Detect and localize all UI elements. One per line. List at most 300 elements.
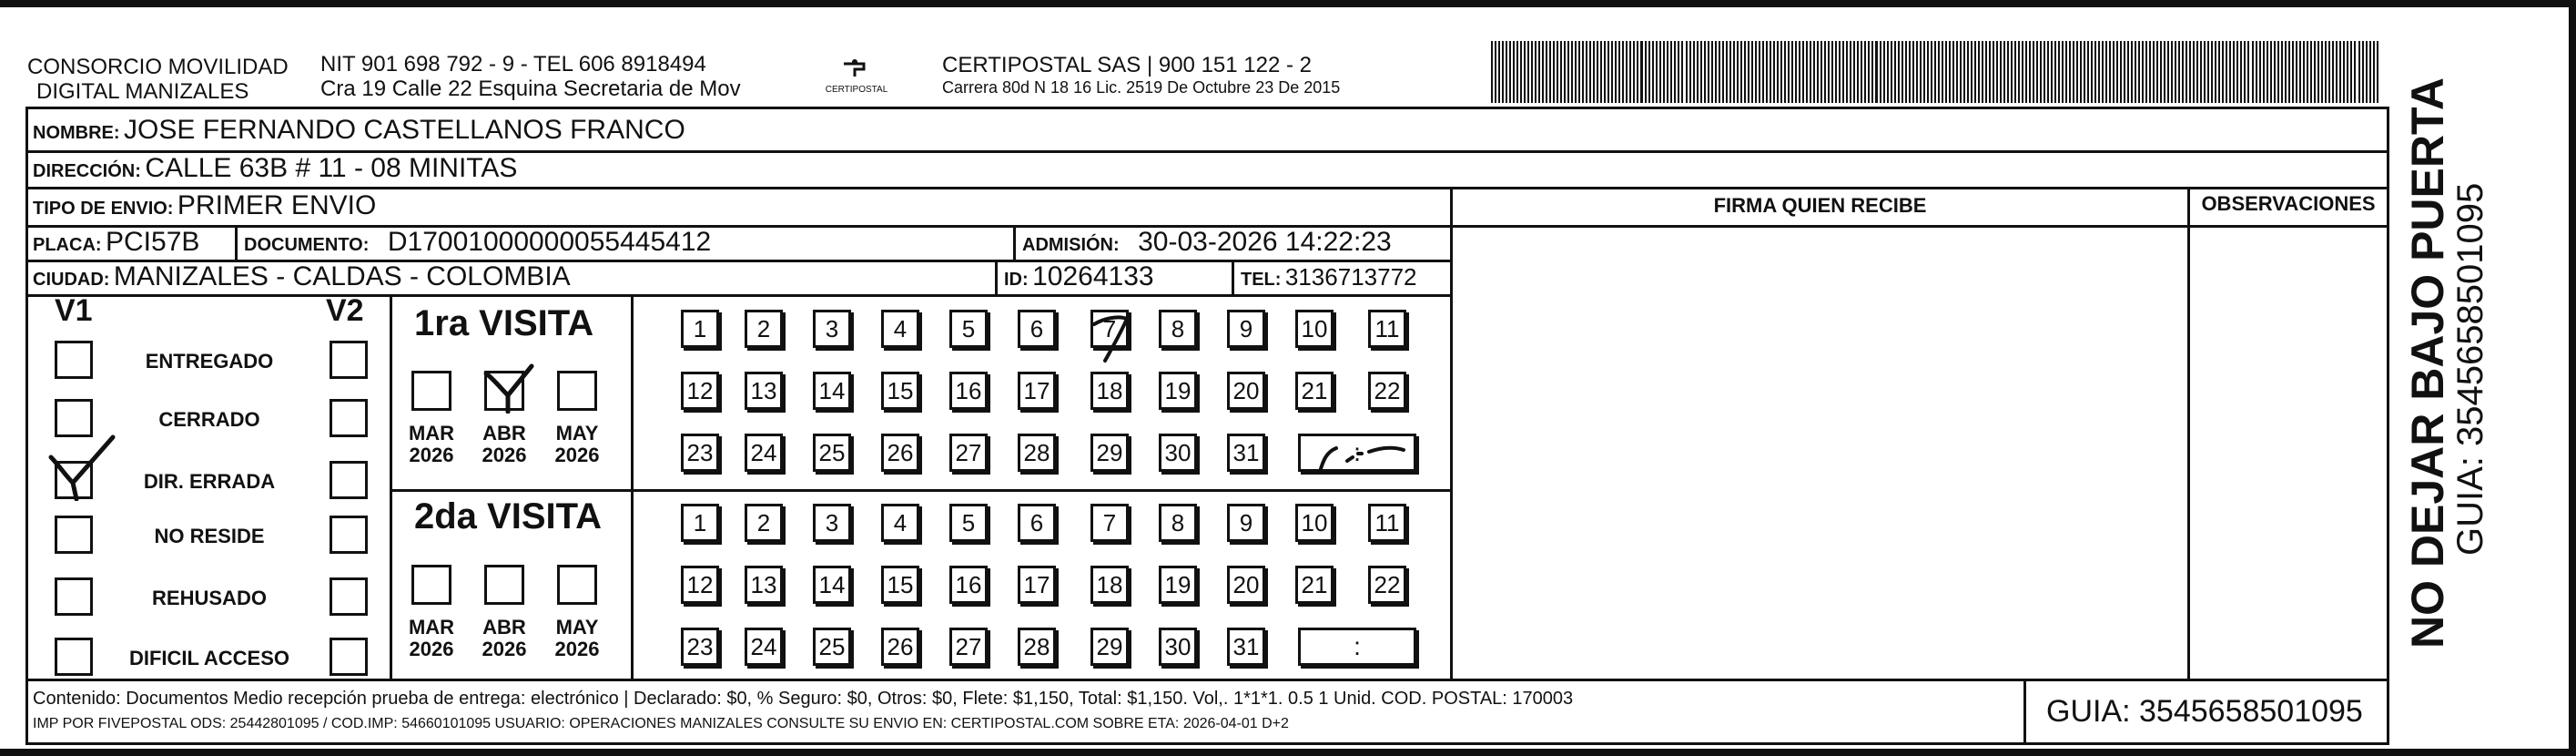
barcode-bar [1693,41,1695,103]
certipostal-logo [824,55,889,102]
status-label: CERRADO [158,408,260,431]
time-box[interactable]: : [1298,434,1416,472]
day-box[interactable]: 17 [1018,566,1056,604]
barcode-bar [2076,41,2078,103]
barcode-bar [1920,41,1922,103]
barcode-bar [1846,41,1848,103]
barcode-bar [2182,41,2184,103]
month-year: 2026 [409,444,454,466]
barcode-bar [1498,41,1500,103]
barcode-bar [1762,41,1764,103]
barcode-bar [2018,41,2020,103]
barcode-bar [2127,41,2129,103]
barcode-bar [1495,41,1496,103]
barcode-bar [2373,41,2375,103]
day-box[interactable]: 25 [813,628,851,666]
barcode-bar [2189,41,2191,103]
month-label [550,423,604,466]
barcode-bar [1960,41,1962,103]
barcode-bar [1656,41,1658,103]
barcode-bar [1871,41,1873,103]
barcode-bar [2296,41,2297,103]
barcode-bar [1622,41,1624,103]
barcode-bar [1942,41,1943,103]
day-box[interactable]: 8 [1159,310,1197,348]
logo-icon [838,55,875,80]
day-box[interactable]: 7 [1090,310,1129,348]
month-name: MAR [408,616,455,639]
day-box[interactable]: 20 [1227,372,1265,410]
day-box[interactable]: 14 [813,566,851,604]
barcode-bar [1952,41,1954,103]
day-box[interactable]: 12 [681,372,719,410]
barcode-bar [2087,41,2089,103]
barcode-bar [1850,41,1851,103]
placa-label: PLACA: [33,235,102,255]
barcode-bar [1978,41,1980,103]
barcode-bar [1945,41,1947,103]
barcode-bar [1923,41,1925,103]
month-checkbox[interactable] [484,565,524,605]
barcode-bar [1931,41,1932,103]
barcode-bar [2156,41,2158,103]
barcode-bar [2215,41,2216,103]
barcode-bar [1766,41,1768,103]
day-box[interactable]: 30 [1159,434,1197,472]
barcode-bar [1681,41,1683,103]
check-mark-dir-errada [46,430,118,501]
barcode-bar [2022,41,2023,103]
day-box[interactable]: 31 [1227,434,1265,472]
barcode-bar [1615,41,1617,103]
day-box[interactable]: 18 [1090,566,1129,604]
barcode-bar [2207,41,2209,103]
day-box[interactable]: 29 [1090,628,1129,666]
day-box[interactable]: 15 [881,372,919,410]
barcode-bar [1938,41,1940,103]
barcode-bar [2051,41,2053,103]
barcode-bar [1985,41,1987,103]
barcode-bar [1971,41,1973,103]
day-box[interactable]: 3 [813,504,851,542]
barcode-bar [1538,41,1540,103]
day-box[interactable]: 24 [745,434,783,472]
barcode-bar [1640,41,1643,103]
barcode-bar [1880,41,1881,103]
barcode-bar [2288,41,2290,103]
barcode-bar [1711,41,1713,103]
day-box[interactable]: 1 [681,310,719,348]
day-box[interactable]: 17 [1018,372,1056,410]
day-box[interactable]: 28 [1018,628,1056,666]
barcode-bar [1593,41,1595,103]
barcode-bar [2014,41,2016,103]
day-box[interactable]: 21 [1295,566,1334,604]
barcode-bar [1567,41,1569,103]
barcode-bar [2350,41,2352,103]
barcode-bar [2011,41,2013,103]
rule [1232,260,1234,294]
barcode-bar [2113,41,2115,103]
v2-checkbox[interactable] [330,638,368,676]
barcode-bar [1996,41,1998,103]
barcode-bar [1744,41,1746,103]
v1-checkbox[interactable] [55,577,93,616]
barcode-bar [1820,41,1822,103]
barcode-bar [2193,41,2195,103]
first-visit-title: 1ra VISITA [414,303,594,343]
barcode-bar [2171,41,2173,103]
barcode-bar [1963,41,1965,103]
day-box[interactable]: 13 [745,566,783,604]
barcode-bar [1516,41,1518,103]
barcode-bar [2124,41,2125,103]
barcode-bar [2317,41,2319,103]
barcode-bar [1891,41,1892,103]
barcode-bar [2044,41,2045,103]
day-box[interactable]: 11 [1368,504,1406,542]
v2-checkbox[interactable] [330,577,368,616]
barcode-bar [2377,41,2378,103]
barcode-bar [2196,41,2198,103]
barcode-bar [1868,41,1870,103]
barcode-bar [1618,41,1620,103]
v1-checkbox[interactable] [55,638,93,676]
barcode-bar [1927,41,1929,103]
barcode-bar [2292,41,2294,103]
barcode-bar [1513,41,1515,103]
id-label: ID: [1004,270,1029,290]
v2-header: V2 [326,293,364,328]
barcode-bar [2244,41,2246,103]
barcode-bar [1659,41,1661,103]
day-box[interactable]: 12 [681,566,719,604]
barcode-bar [1700,41,1702,103]
barcode-bar [1670,41,1672,103]
barcode-bar [2142,41,2144,103]
firma-header: FIRMA QUIEN RECIBE [1713,194,1927,217]
direccion-row [33,153,517,184]
barcode-bar [2252,41,2254,103]
barcode-bar [1791,41,1793,103]
barcode-bar [1853,41,1855,103]
day-box[interactable]: 1 [681,504,719,542]
day-box[interactable]: 25 [813,434,851,472]
barcode-bar [1531,41,1533,103]
rule [2023,679,2026,745]
v1-checkbox[interactable] [55,516,93,554]
barcode-bar [1857,41,1859,103]
day-box[interactable]: 9 [1227,504,1265,542]
barcode-bar [1648,41,1650,103]
barcode-bar [1582,41,1584,103]
nombre-label: NOMBRE: [33,123,120,143]
barcode-bar [1697,41,1699,103]
barcode-bar [1527,41,1529,103]
barcode-bar [2149,41,2151,103]
day-box[interactable]: 2 [745,310,783,348]
rule [25,679,2389,681]
v2-checkbox[interactable] [330,341,368,379]
day-box[interactable]: 31 [1227,628,1265,666]
status-label: REHUSADO [152,587,267,609]
day-box[interactable]: 4 [881,310,919,348]
barcode-bar [1652,41,1654,103]
ciudad-label: CIUDAD: [33,270,110,290]
barcode-bar [1564,41,1566,103]
barcode-bar [2175,41,2176,103]
day-box[interactable]: 5 [949,310,988,348]
status-label: DIR. ERRADA [143,470,276,493]
barcode-bar [1629,41,1631,103]
barcode-bar [1905,41,1907,103]
month-checkbox[interactable] [411,565,451,605]
day-box[interactable]: 26 [881,434,919,472]
barcode-bar [1633,41,1635,103]
barcode-bar [1795,41,1797,103]
status-label: NO RESIDE [154,525,265,547]
time-box[interactable]: : [1298,628,1416,666]
day-box[interactable]: 7 [1090,504,1129,542]
barcode-bar [2247,41,2249,103]
barcode-bar [2145,41,2147,103]
day-box[interactable]: 18 [1090,372,1129,410]
rule [25,187,2389,189]
barcode-bar [1586,41,1587,103]
month-checkbox[interactable] [411,371,451,411]
barcode-bar [1740,41,1742,103]
day-box[interactable]: 24 [745,628,783,666]
v2-checkbox[interactable] [330,399,368,437]
barcode-bar [2116,41,2118,103]
day-box[interactable]: 22 [1368,566,1406,604]
barcode-bar [1748,41,1749,103]
barcode-bar [2186,41,2187,103]
day-box[interactable]: 23 [681,434,719,472]
month-year: 2026 [409,638,454,660]
courier-line-2: Carrera 80d N 18 16 Lic. 2519 De Octubre 23 De 2015 [942,78,1341,97]
barcode-bar [2003,41,2005,103]
day-box[interactable]: 27 [949,628,988,666]
day-box[interactable]: 22 [1368,372,1406,410]
barcode-bar [1667,41,1668,103]
barcode-bar [1982,41,1983,103]
day-box[interactable]: 5 [949,504,988,542]
day-box[interactable]: 4 [881,504,919,542]
day-box[interactable]: 21 [1295,372,1334,410]
logo-caption: CERTIPOSTAL [825,85,888,95]
barcode-bar [1678,41,1679,103]
barcode-bar [2084,41,2085,103]
day-box[interactable]: 19 [1159,566,1197,604]
barcode-bar [1974,41,1976,103]
day-box[interactable]: 13 [745,372,783,410]
barcode-bar [1773,41,1775,103]
barcode-bar [2281,41,2283,103]
barcode-bar [2354,41,2356,103]
day-box[interactable]: 14 [813,372,851,410]
barcode-bar [1553,41,1555,103]
barcode-bar [2222,41,2224,103]
month-year: 2026 [482,638,527,660]
barcode-bar [2307,41,2308,103]
barcode-bar [2080,41,2082,103]
barcode-bar [1902,41,1903,103]
direccion-label: DIRECCIÓN: [33,161,141,181]
barcode-bar [1989,41,1991,103]
barcode-bar [2343,41,2345,103]
barcode-bar [2000,41,2002,103]
barcode-bar [1637,41,1638,103]
barcode-bar [2274,41,2276,103]
barcode-bar [2310,41,2312,103]
barcode-bar [2240,41,2242,103]
barcode-bar [2328,41,2330,103]
barcode-bar [2263,41,2265,103]
month-name: ABR [482,616,526,639]
barcode-bar [2033,41,2034,103]
month-label [404,617,459,660]
side-warning: NO DEJAR BAJO PUERTA [2402,77,2453,649]
month-name: MAR [408,422,455,444]
barcode-bar [1722,41,1724,103]
day-box[interactable]: 6 [1018,310,1056,348]
day-box[interactable]: 27 [949,434,988,472]
v2-checkbox[interactable] [330,516,368,554]
day-box[interactable]: 11 [1368,310,1406,348]
check-mark-abr [481,363,539,414]
barcode-bar [2178,41,2180,103]
day-box[interactable]: 20 [1227,566,1265,604]
barcode-bar [1737,41,1739,103]
barcode-bar [1813,41,1815,103]
day-box[interactable]: 28 [1018,434,1056,472]
barcode-bar [2036,41,2038,103]
barcode-bar [1607,41,1609,103]
barcode-bar [2270,41,2272,103]
barcode-bar [1949,41,1951,103]
tipo-envio-row [33,190,376,221]
barcode-bar [1967,41,1969,103]
barcode-bar [1729,41,1731,103]
tel-field [1241,263,1417,291]
ciudad-value: MANIZALES - CALDAS - COLOMBIA [113,261,571,291]
barcode-bar [1828,41,1830,103]
id-value: 10264133 [1032,261,1154,291]
barcode-bar [2226,41,2227,103]
barcode-bar [1887,41,1889,103]
barcode-bar [1875,41,1878,103]
barcode-bar [1491,41,1493,103]
barcode-bar [2153,41,2155,103]
tipo-envio-label: TIPO DE ENVIO: [33,199,174,219]
day-box[interactable]: 15 [881,566,919,604]
documento-label: DOCUMENTO: [244,235,370,255]
month-checkbox[interactable] [557,565,597,605]
v2-checkbox[interactable] [330,461,368,499]
rule [631,294,634,679]
id-field [1004,261,1154,292]
month-label [477,617,532,660]
barcode-bar [1835,41,1837,103]
barcode-bar [2105,41,2107,103]
barcode-bar [2102,41,2104,103]
barcode-bar [1956,41,1958,103]
barcode-bar [2325,41,2327,103]
day-box[interactable]: 26 [881,628,919,666]
admision-field [1022,227,1392,258]
nombre-value: JOSE FERNANDO CASTELLANOS FRANCO [124,115,685,145]
barcode-bar [1663,41,1665,103]
day-box[interactable]: 23 [681,628,719,666]
company-line-2: DIGITAL MANIZALES [36,79,249,104]
barcode-bar [2069,41,2071,103]
day-box[interactable]: 30 [1159,628,1197,666]
day-box[interactable]: 19 [1159,372,1197,410]
barcode-bar [1770,41,1771,103]
barcode-bar [2332,41,2334,103]
day-box[interactable]: 8 [1159,504,1197,542]
barcode-bar [2339,41,2341,103]
barcode-bar [2218,41,2220,103]
barcode-bar [1689,41,1691,103]
day-box[interactable]: 6 [1018,504,1056,542]
barcode-bar [1719,41,1720,103]
day-box[interactable]: 10 [1295,504,1334,542]
barcode-bar [1506,41,1507,103]
barcode-bar [1817,41,1819,103]
barcode-bar [2200,41,2202,103]
footer-imp: IMP POR FIVEPOSTAL ODS: 25442801095 / COD.IMP: 54660101095 USUARIO: OPERACIONES MANIZALES CONSULTE SU ENVIO EN: CERTIPOSTAL.COM SOBRE ETA: 2026-04-01 D+2 [33,716,1289,731]
month-name: ABR [482,422,526,444]
barcode-bar [2233,41,2235,103]
barcode-bar [2091,41,2093,103]
barcode-bar [2029,41,2031,103]
second-visit-title: 2da VISITA [414,496,602,536]
barcode-bar [1546,41,1547,103]
day-box[interactable]: 10 [1295,310,1334,348]
barcode-bar [2336,41,2338,103]
rule [1450,187,1453,679]
barcode-bar [1810,41,1811,103]
barcode-bar [2058,41,2060,103]
barcode-bar [2098,41,2100,103]
barcode-bar [1839,41,1841,103]
direccion-value: CALLE 63B # 11 - 08 MINITAS [145,153,518,183]
ciudad-field [33,261,571,292]
month-label [404,423,459,466]
day-box[interactable]: 16 [949,372,988,410]
barcode-bar [1842,41,1844,103]
day-box[interactable]: 29 [1090,434,1129,472]
placa-field [33,227,199,258]
day-box[interactable]: 16 [949,566,988,604]
barcode-bar [1898,41,1900,103]
barcode-bar [2321,41,2323,103]
day-box[interactable]: 9 [1227,310,1265,348]
bottom-edge [0,749,2576,756]
rule [390,294,392,679]
barcode-bar [2285,41,2287,103]
day-box[interactable]: 3 [813,310,851,348]
admision-label: ADMISIÓN: [1022,235,1120,255]
barcode-bar [1788,41,1790,103]
day-box[interactable]: 2 [745,504,783,542]
month-checkbox[interactable] [557,371,597,411]
barcode-bar [2299,41,2301,103]
v1-checkbox[interactable] [55,341,93,379]
courier-line-1: CERTIPOSTAL SAS | 900 151 122 - 2 [942,53,1312,77]
